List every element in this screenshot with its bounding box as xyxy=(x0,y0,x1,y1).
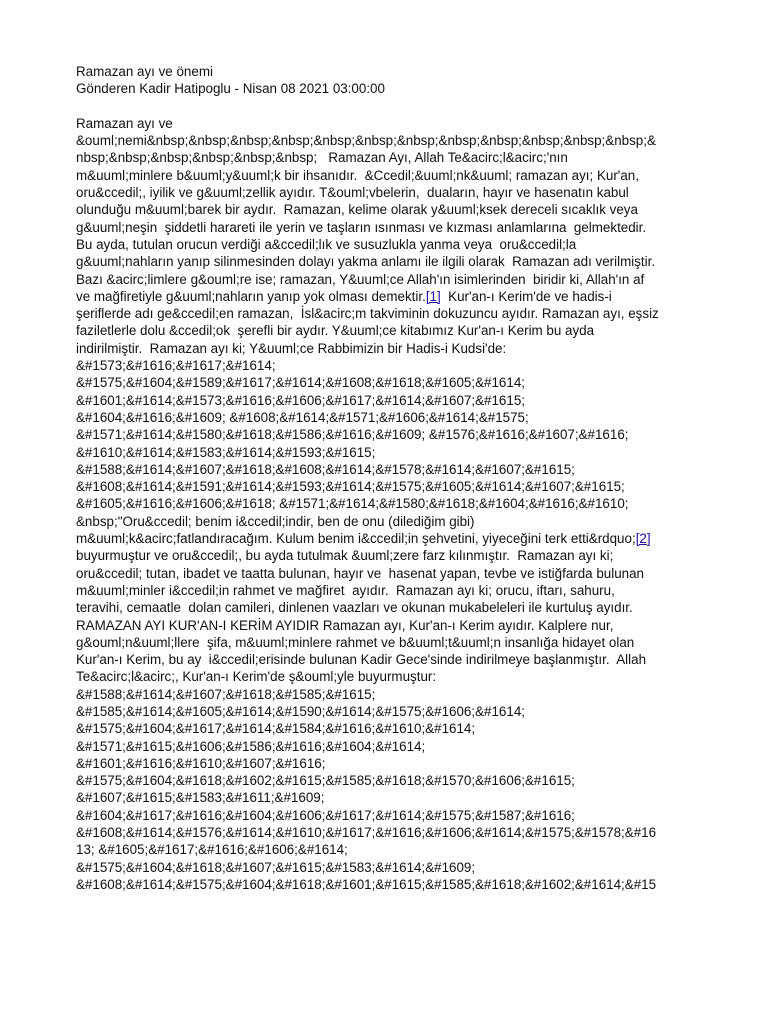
body-line: 13; &#1605;&#1617;&#1616;&#1606;&#1614; xyxy=(76,842,348,858)
body-line: &#1604;&#1617;&#1616;&#1604;&#1606;&#1617;&#1614;&#1575;&#1587;&#1616; xyxy=(76,807,575,823)
body-line: &#1575;&#1604;&#1618;&#1607;&#1615;&#1583;&#1614;&#1609; xyxy=(76,859,476,875)
body-line: &#1604;&#1616;&#1609; &#1608;&#1614;&#1571;&#1606;&#1614;&#1575; xyxy=(76,409,529,425)
spacer xyxy=(76,98,696,115)
body-line: teravihi, cemaatle dolan camileri, dinlenen vaazları ve okunan mukabeleleri ile kurtuluş ayıdır. xyxy=(76,600,633,616)
body-line: &#1610;&#1614;&#1583;&#1614;&#1593;&#1615; xyxy=(76,444,376,460)
article-title: Ramazan ayı ve önemi xyxy=(76,64,213,79)
body-text: m&uuml;k&acirc;fatlandıracağım. Kulum benim i&ccedil;in şehvetini, yiyeceğini terk etti&rdquo; xyxy=(76,531,636,547)
body-line: &#1575;&#1604;&#1589;&#1617;&#1614;&#1608;&#1618;&#1605;&#1614; xyxy=(76,375,525,391)
body-line: &#1575;&#1604;&#1618;&#1602;&#1615;&#1585;&#1618;&#1570;&#1606;&#1615; xyxy=(76,773,575,789)
body-line: RAMAZAN AYI KUR'AN-I KERİM AYIDIR Ramazan ayı, Kur'an-ı Kerim ayıdır. Kalplere nur, xyxy=(76,617,614,633)
body-line: &#1588;&#1614;&#1607;&#1618;&#1585;&#1615; xyxy=(76,686,376,702)
article-body xyxy=(76,115,696,893)
body-line: Ramazan ayı ve xyxy=(76,115,173,131)
body-line: şeriflerde adı ge&ccedil;en ramazan, İsl&acirc;m takviminin dokuzuncu ayıdır. Ramazan ayı, eşsiz xyxy=(76,306,659,322)
body-line-with-footnote xyxy=(76,288,696,305)
body-line: g&ouml;n&uuml;llere şifa, m&uuml;minlere rahmet ve b&uuml;t&uuml;n insanlığa hidayet olan xyxy=(76,634,635,650)
body-line: &#1608;&#1614;&#1591;&#1614;&#1593;&#1614;&#1575;&#1605;&#1614;&#1607;&#1615; xyxy=(76,479,625,495)
body-line: oru&ccedil;, iyilik ve g&uuml;zellik ayıdır. T&ouml;vbelerin, duaların, hayır ve hasenatın kabul xyxy=(76,185,629,201)
body-line: faziletlerle dolu &ccedil;ok şerefli bir aydır. Y&uuml;ce kitabımız Kur'an-ı Kerim bu ayda xyxy=(76,323,595,339)
body-text: Kur'an-ı Kerim'de ve hadis-i xyxy=(440,288,612,304)
body-line: &#1608;&#1614;&#1575;&#1604;&#1618;&#1601;&#1615;&#1585;&#1618;&#1602;&#1614;&#15 xyxy=(76,876,657,892)
body-line-with-footnote xyxy=(76,530,696,547)
body-line: oru&ccedil; tutan, ibadet ve taatta bulunan, hayır ve hasenat yapan, tevbe ve istiğfarda bulunan xyxy=(76,565,644,581)
body-line: nbsp;&nbsp;&nbsp;&nbsp;&nbsp;&nbsp; Ramazan Ayı, Allah Te&acirc;l&acirc;'nın xyxy=(76,150,568,166)
body-line: m&uuml;minler i&ccedil;in rahmet ve mağfiret ayıdır. Ramazan ayı ki; orucu, iftarı, sahuru, xyxy=(76,582,615,598)
body-line: &#1575;&#1604;&#1617;&#1614;&#1584;&#1616;&#1610;&#1614; xyxy=(76,721,476,737)
body-line: &#1601;&#1614;&#1573;&#1616;&#1606;&#1617;&#1614;&#1607;&#1615; xyxy=(76,392,525,408)
body-line: Kur'an-ı Kerim, bu ay i&ccedil;erisinde bulunan Kadir Gece'sinde indirilmeye başlanmıştır. Allah xyxy=(76,652,647,668)
body-line: indirilmiştir. Ramazan ayı ki; Y&uuml;ce Rabbimizin bir Hadis-i Kudsi'de: xyxy=(76,340,507,356)
body-line: &#1601;&#1616;&#1610;&#1607;&#1616; xyxy=(76,755,326,771)
body-text: ve mağfiretiyle g&uuml;nahların yanıp yok olması demektir. xyxy=(76,288,426,304)
body-line: Bazı &acirc;limlere g&ouml;re ise; ramazan, Y&uuml;ce Allah'ın isimlerinden biridir ki, Allah'ın af xyxy=(76,271,645,287)
body-line: &#1608;&#1614;&#1576;&#1614;&#1610;&#1617;&#1616;&#1606;&#1614;&#1575;&#1578;&#16 xyxy=(76,825,657,841)
body-line: &nbsp;"Oru&ccedil; benim i&ccedil;indir, ben de onu (dilediğim gibi) xyxy=(76,513,475,529)
body-line: buyurmuştur ve oru&ccedil;, bu ayda tutulmak &uuml;zere farz kılınmıştır. Ramazan ayı ki; xyxy=(76,548,614,564)
body-line: &#1573;&#1616;&#1617;&#1614; xyxy=(76,358,276,374)
body-line: &ouml;nemi&nbsp;&nbsp;&nbsp;&nbsp;&nbsp;&nbsp;&nbsp;&nbsp;&nbsp;&nbsp;&nbsp;&nbsp;& xyxy=(76,133,656,149)
body-line: &#1571;&#1614;&#1580;&#1618;&#1586;&#1616;&#1609; &#1576;&#1616;&#1607;&#1616; xyxy=(76,427,629,443)
document-page xyxy=(76,63,696,893)
body-line: &#1588;&#1614;&#1607;&#1618;&#1608;&#1614;&#1578;&#1614;&#1607;&#1615; xyxy=(76,461,575,477)
body-line: Bu ayda, tutulan orucun verdiği a&ccedil;lık ve susuzlukla yanma veya oru&ccedil;la xyxy=(76,236,577,252)
footnote-link[interactable]: [1] xyxy=(425,288,441,304)
footnote-link[interactable]: [2] xyxy=(635,531,651,547)
body-line: &#1585;&#1614;&#1605;&#1614;&#1590;&#1614;&#1575;&#1606;&#1614; xyxy=(76,703,525,719)
body-line: g&uuml;neşin şiddetli harareti ile yerin ve taşların ısınması ve kızması anlamlarına gelmektedir. xyxy=(76,219,647,235)
body-line: &#1607;&#1615;&#1583;&#1611;&#1609; xyxy=(76,790,325,806)
body-line: g&uuml;nahların yanıp silinmesinden dolayı yakma anlamı ile ilgili olarak Ramazan adı verilmiştir. xyxy=(76,254,656,270)
body-line: &#1571;&#1615;&#1606;&#1586;&#1616;&#1604;&#1614; xyxy=(76,738,426,754)
article-byline: Gönderen Kadir Hatipoglu - Nisan 08 2021 03:00:00 xyxy=(76,81,385,97)
body-line: m&uuml;minlere b&uuml;y&uuml;k bir ihsanıdır. &Ccedil;&uuml;nk&uuml; ramazan ayı; Kur'an, xyxy=(76,167,639,183)
body-line: olunduğu m&uuml;barek bir aydır. Ramazan, kelime olarak y&uuml;ksek dereceli sıcaklık veya xyxy=(76,202,638,218)
body-line: &#1605;&#1616;&#1606;&#1618; &#1571;&#1614;&#1580;&#1618;&#1604;&#1616;&#1610; xyxy=(76,496,629,512)
body-line: Te&acirc;l&acirc;, Kur'an-ı Kerim'de ş&ouml;yle buyurmuştur: xyxy=(76,669,437,685)
